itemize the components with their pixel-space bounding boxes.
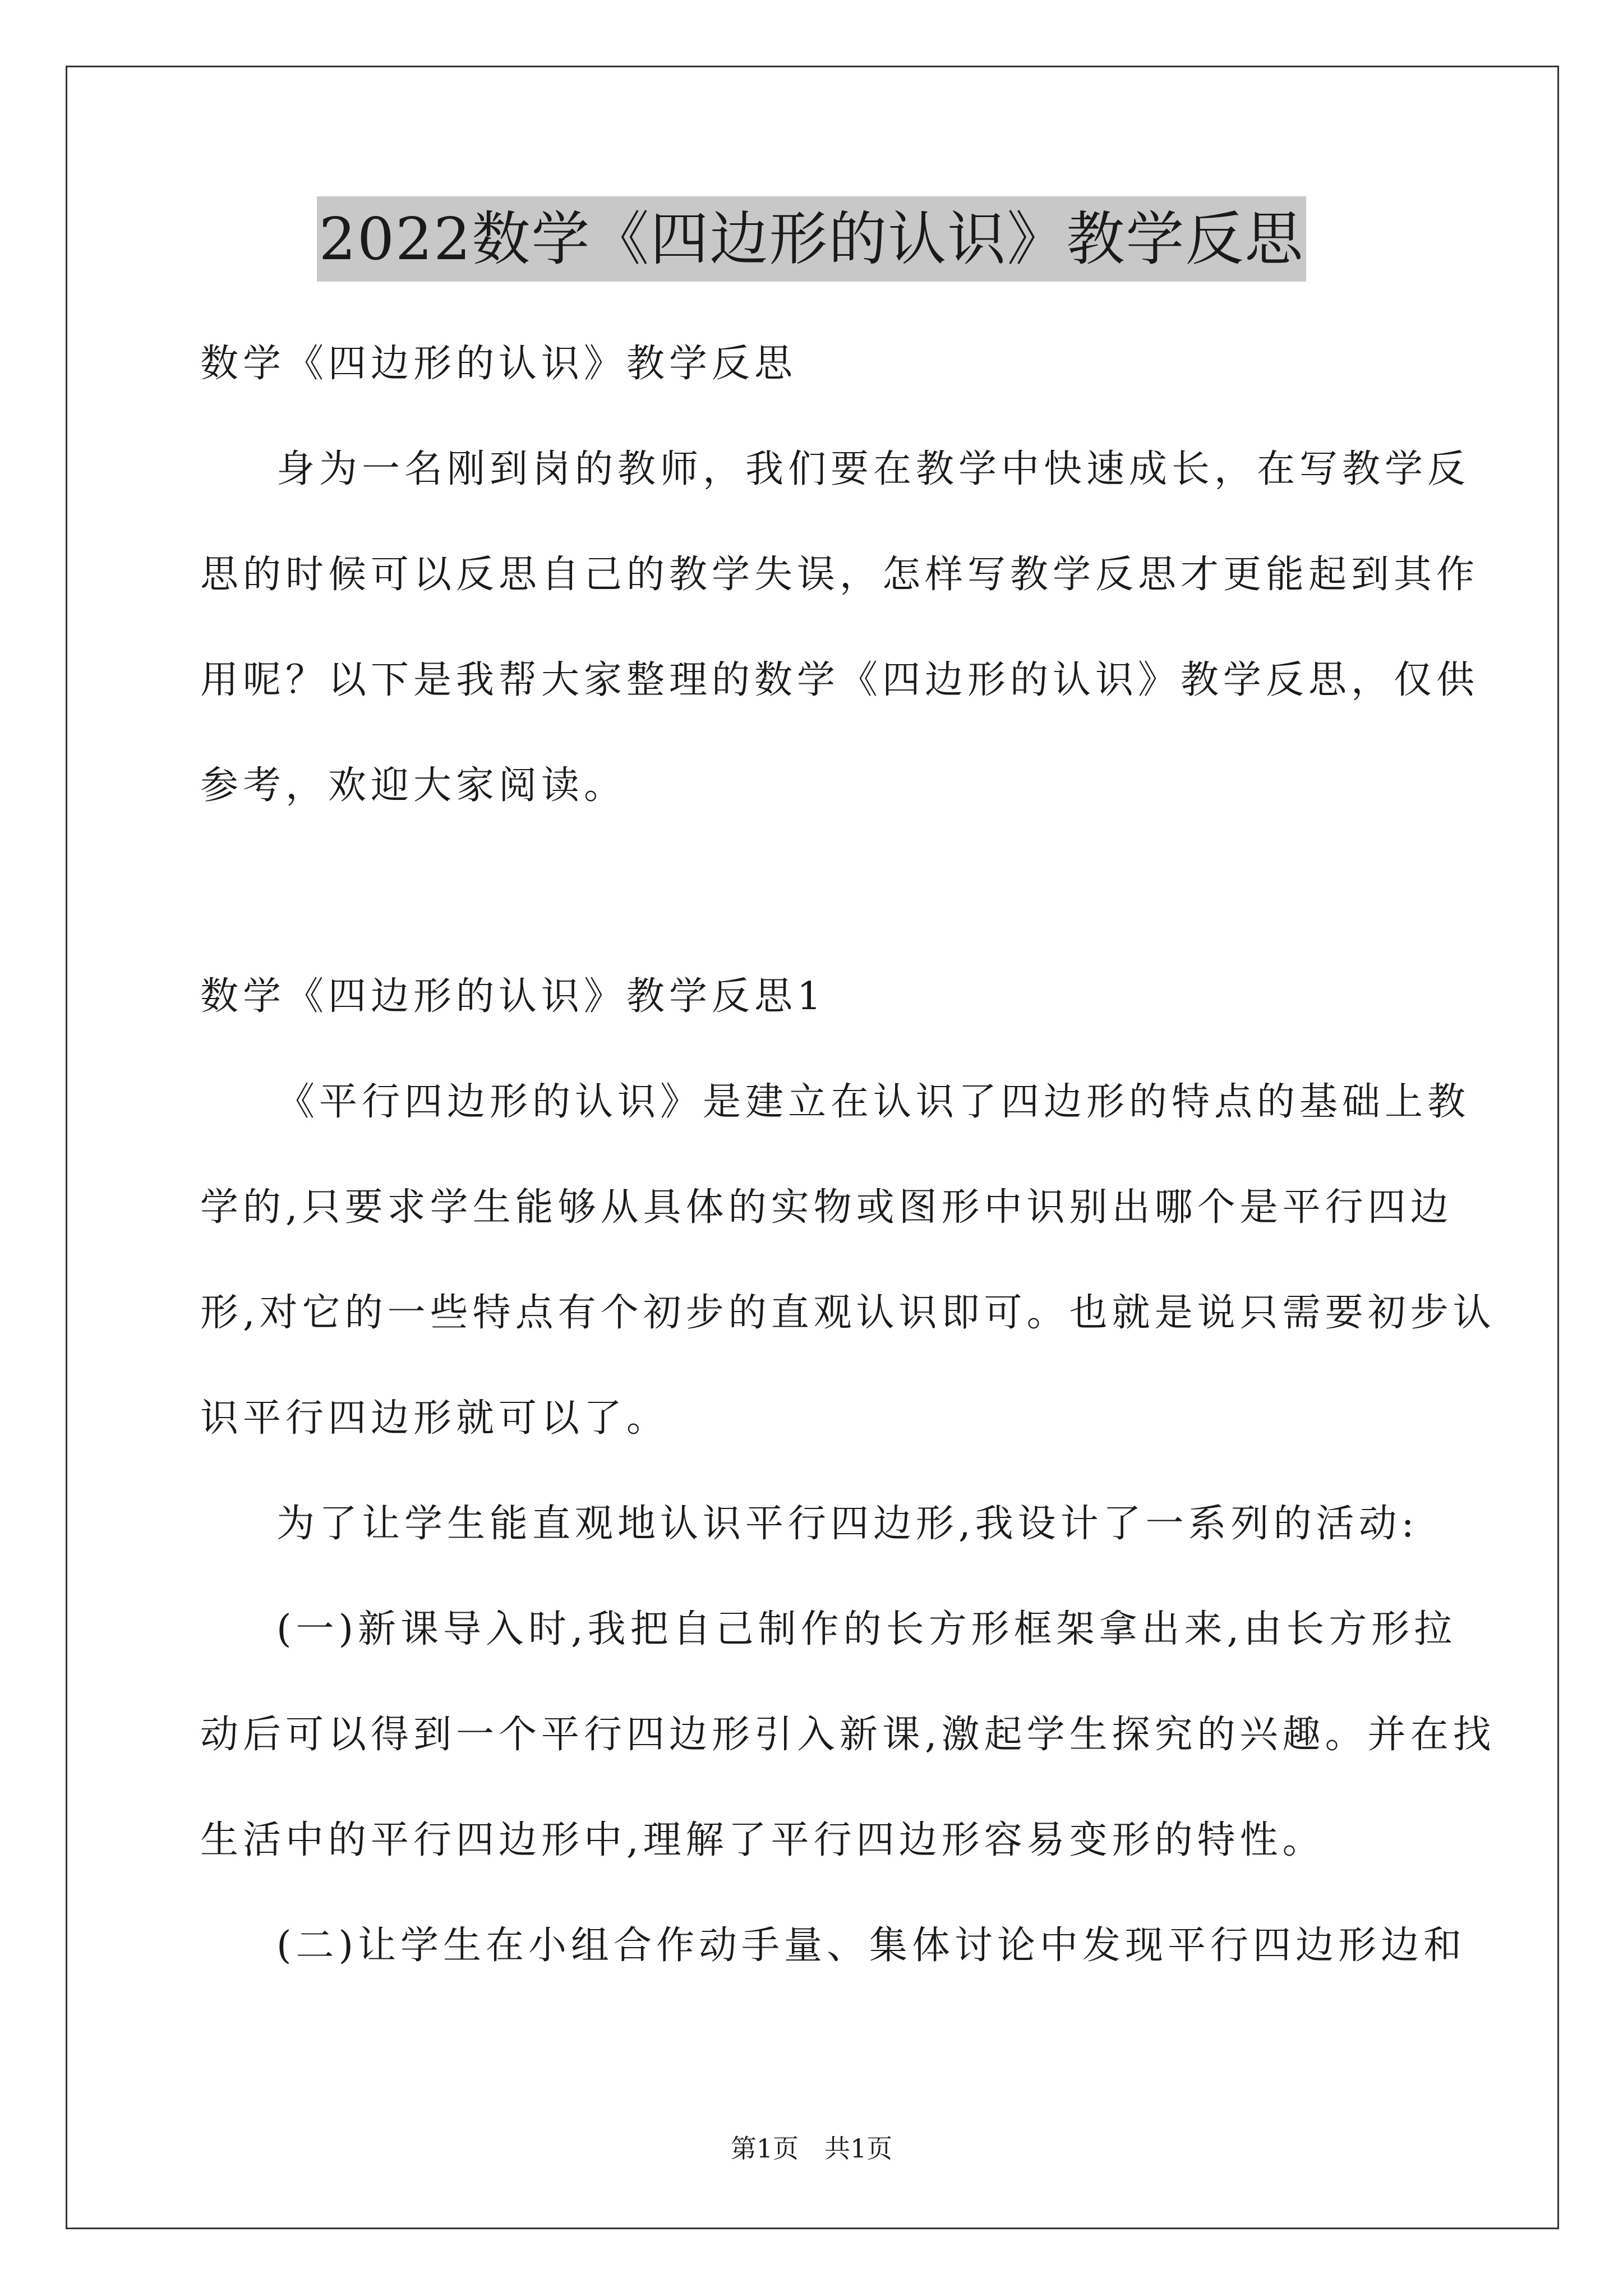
- document-body: [200, 311, 1496, 1999]
- paragraph-line: 识平行四边形就可以了。: [200, 1396, 670, 1441]
- document-subtitle: 数学《四边形的认识》教学反思: [200, 342, 797, 386]
- document-title: 2022数学《四边形的认识》教学反思: [317, 196, 1307, 282]
- paragraph-line: 动后可以得到一个平行四边形引入新课,激起学生探究的兴趣。并在找: [200, 1713, 1496, 1757]
- page-footer: 第1页 共1页: [730, 2133, 893, 2164]
- paragraph-line: (二)让学生在小组合作动手量、集体讨论中发现平行四边形边和: [276, 1924, 1467, 1968]
- paragraph-line: 《平行四边形的认识》是建立在认识了四边形的特点的基础上教: [276, 1080, 1470, 1124]
- title-container: [0, 196, 1623, 282]
- intro-line: 思的时候可以反思自己的教学失误，怎样写教学反思才更能起到其作: [200, 553, 1479, 597]
- intro-line: 用呢？以下是我帮大家整理的数学《四边形的认识》教学反思，仅供: [200, 658, 1479, 702]
- intro-line: 参考，欢迎大家阅读。: [200, 763, 627, 808]
- paragraph-line: 形,对它的一些特点有个初步的直观认识即可。也就是说只需要初步认: [200, 1291, 1496, 1335]
- paragraph-line: 为了让学生能直观地认识平行四边形,我设计了一系列的活动:: [276, 1502, 1419, 1546]
- section-spacer: [200, 839, 1434, 944]
- intro-line: 身为一名刚到岗的教师，我们要在教学中快速成长，在写教学反: [276, 447, 1470, 491]
- paragraph-line: 生活中的平行四边形中,理解了平行四边形容易变形的特性。: [200, 1818, 1325, 1862]
- paragraph-line: (一)新课导入时,我把自己制作的长方形框架拿出来,由长方形拉: [276, 1607, 1457, 1651]
- paragraph-line: 学的,只要求学生能够从具体的实物或图形中识别出哪个是平行四边: [200, 1185, 1453, 1230]
- section-heading: 数学《四边形的认识》教学反思1: [200, 974, 826, 1019]
